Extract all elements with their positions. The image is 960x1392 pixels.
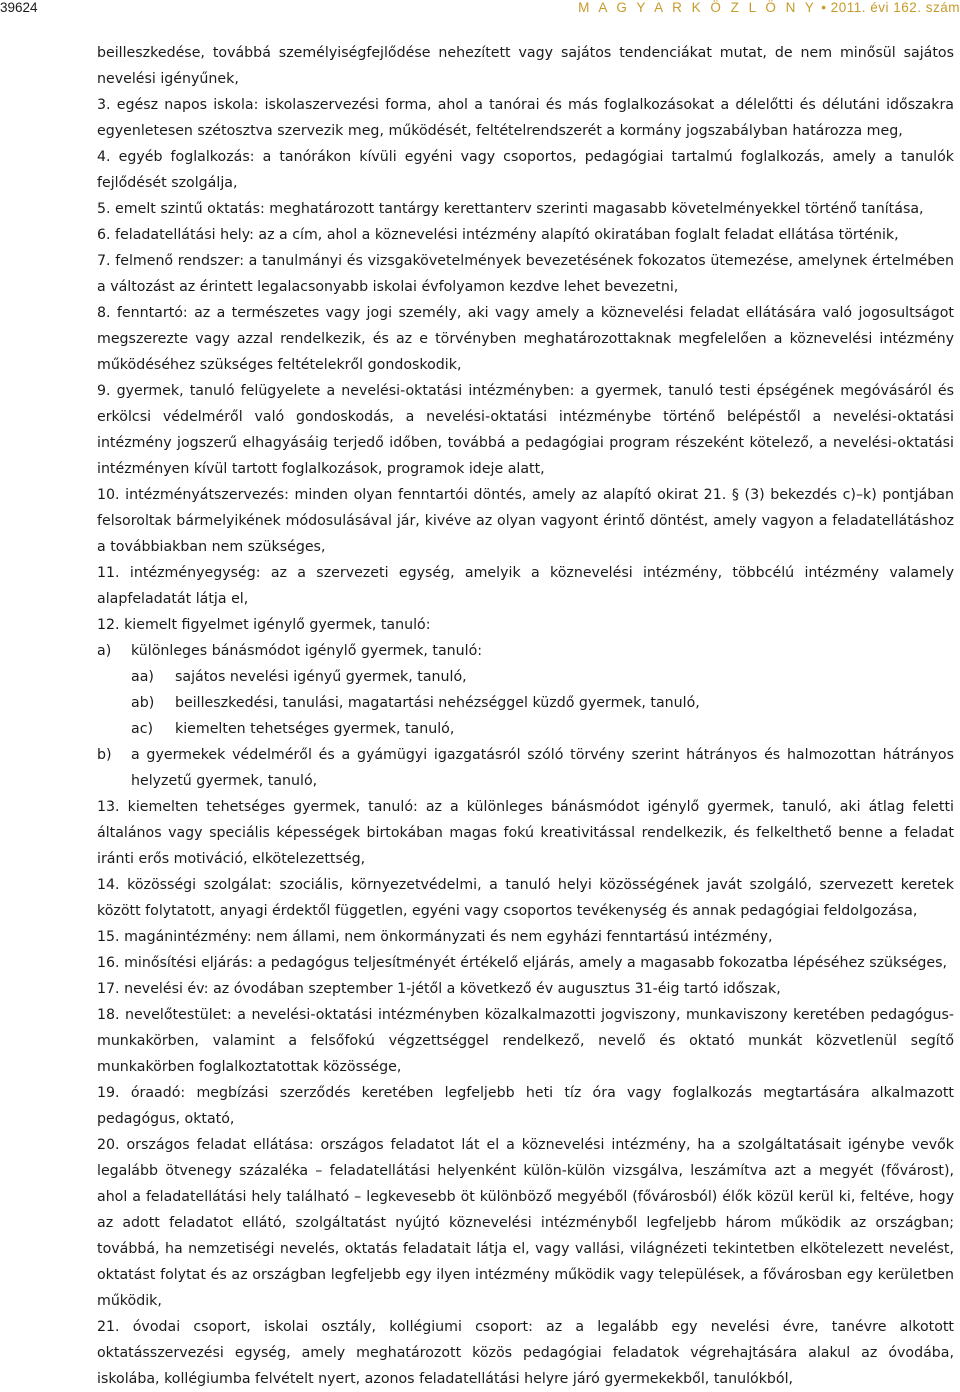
sub-item-label: ac) (131, 721, 154, 737)
definition-item-13: 13. kiemelten tehetséges gyermek, tanuló: az a különleges bánásmódot igénylő gyermek, tanuló, aki átlag feletti általános vagy speciális képességek birtokában magas fokú kreativitással rendelkezik, és felkelthető benne a feladat iránti erős motiváció, elkötelezettség, (97, 799, 954, 867)
journal-title (578, 0, 960, 15)
sub-item-label: ab) (131, 695, 155, 711)
definition-item-15: 15. magánintézmény: nem állami, nem önkormányzati és nem egyházi fenntartású intézmény, (97, 929, 773, 945)
definition-item-9: 9. gyermek, tanuló felügyelete a nevelési-oktatási intézményben: a gyermek, tanuló testi épségének megóvásáról és erkölcsi védelméről való gondoskodás, a nevelési-oktatási intézménybe történő belépéstől a nevelési-oktatási intézmény jogszerű elhagyásáig terjedő időben, továbbá a pedagógiai program részeként kötelező, a nevelési-oktatási intézményen kívül tartott foglalkozások, programok ideje alatt, (97, 383, 954, 477)
definition-item-12: 12. kiemelt figyelmet igénylő gyermek, tanuló: (97, 617, 431, 633)
definition-item-17: 17. nevelési év: az óvodában szeptember 1-jétől a következő év augusztus 31-éig tartó időszak, (97, 981, 781, 997)
definition-item-4: 4. egyéb foglalkozás: a tanórákon kívüli egyéni vagy csoportos, pedagógiai tartalmú foglalkozás, amely a tanulók fejlődését szolgálja, (97, 149, 954, 191)
journal-name: M A G Y A R K Ö Z L Ö N Y (578, 0, 817, 15)
sub-item-label: aa) (131, 669, 154, 685)
sub-item-aa (97, 664, 954, 690)
page-header (0, 0, 960, 20)
definition-item-10: 10. intézményátszervezés: minden olyan fenntartói döntés, amely az alapító okirat 21. § (3) bekezdés c)–k) pontjában felsoroltak bármelyikének módosulásával jár, kivéve az olyan vagyont érintő döntést, amely vagyon a feladatellátáshoz a továbbiakban nem szükséges, (97, 487, 954, 555)
definition-item-16: 16. minősítési eljárás: a pedagógus teljesítményét értékelő eljárás, amely a magasabb fokozatba lépéséhez szükséges, (97, 955, 948, 971)
document-body (97, 40, 954, 1392)
definition-item-18: 18. nevelőtestület: a nevelési-oktatási intézményben közalkalmazotti jogviszony, munkaviszony keretében pedagógus-munkakörben, valamint a felsőfokú végzettséggel rendelkező, nevelő és oktató munkát közvetlenül segítő munkakörben foglalkoztatottak közössége, (97, 1007, 954, 1075)
intro-paragraph: beilleszkedése, továbbá személyiségfejlődése nehezített vagy sajátos tendenciákat mutat, de nem minősül sajátos nevelési igényűnek, (97, 45, 954, 87)
definition-item-11: 11. intézményegység: az a szervezeti egység, amelyik a köznevelési intézmény, többcélú intézmény valamely alapfeladatát látja el, (97, 565, 954, 607)
definition-item-19: 19. óraadó: megbízási szerződés keretében legfeljebb heti tíz óra vagy foglalkozás megtartására alkalmazott pedagógus, oktató, (97, 1085, 954, 1127)
sub-item-ab (97, 690, 954, 716)
sub-item-label: a) (97, 643, 112, 659)
definition-item-14: 14. közösségi szolgálat: szociális, környezetvédelmi, a tanuló helyi közösségének javát szolgáló, szervezett keretek között folytatott, anyagi érdektől független, egyéni vagy csoportos tevékenység és annak pedagógiai feldolgozása, (97, 877, 954, 919)
definition-item-20: 20. országos feladat ellátása: országos feladatot lát el a köznevelési intézmény, ha a szolgáltatásait igénybe vevők legalább ötvenegy százaléka – feladatellátási helyenként külön-külön vizsgálva, leszámítva azt a megyét (fővárost), ahol a feladatellátási hely található – legkevesebb öt különböző megyéből (fővárosból) élők közül kerül ki, feltéve, hogy az adott feladatot ellátó, szolgáltatást nyújtó köznevelési intézményből legfeljebb három működik az országban; továbbá, ha nemzetiségi nevelés, oktatás feladatait látja el, vagy vallási, világnézeti tekintetben elkötelezett nevelést, oktatást folytat és az országban legfeljebb egy ilyen intézmény működik vagy települések, a fővárosban egy kerületben működik, (97, 1137, 954, 1309)
sub-item-b (97, 742, 954, 794)
sub-item-text: sajátos nevelési igényű gyermek, tanuló, (175, 669, 467, 685)
definition-item-8: 8. fenntartó: az a természetes vagy jogi személy, aki vagy amely a köznevelési feladat ellátására való jogosultságot megszerezte vagy azzal rendelkezik, és az e törvényben meghatározottaknak megfelelően a köznevelési intézmény működéséhez szükséges feltételekről gondoskodik, (97, 305, 954, 373)
sub-item-a (97, 638, 954, 664)
issue-label: • 2011. évi 162. szám (821, 0, 960, 15)
sub-item-ac (97, 716, 954, 742)
sub-item-text: beilleszkedési, tanulási, magatartási nehézséggel küzdő gyermek, tanuló, (175, 695, 700, 711)
definition-item-6: 6. feladatellátási hely: az a cím, ahol a köznevelési intézmény alapító okiratában foglalt feladat ellátása történik, (97, 227, 899, 243)
sub-item-label: b) (97, 747, 112, 763)
definition-item-3: 3. egész napos iskola: iskolaszervezési forma, ahol a tanórai és más foglalkozásokat a délelőtti és délutáni időszakra egyenletesen szétosztva szervezik meg, működését, feltételrendszerét a kormány jogszabályban határozza meg, (97, 97, 954, 139)
page-number: 39624 (0, 0, 38, 15)
definition-item-7: 7. felmenő rendszer: a tanulmányi és vizsgakövetelmények bevezetésének fokozatos ütemezése, amelynek értelmében a változást az érintett legalacsonyabb iskolai évfolyamon kezdve lehet bevezetni, (97, 253, 954, 295)
definition-item-5: 5. emelt szintű oktatás: meghatározott tantárgy kerettanterv szerinti magasabb követelményekkel történő tanítása, (97, 201, 924, 217)
sub-item-text: kiemelten tehetséges gyermek, tanuló, (175, 721, 455, 737)
sub-item-text: a gyermekek védelméről és a gyámügyi igazgatásról szóló törvény szerint hátrányos és halmozottan hátrányos helyzetű gyermek, tanuló, (131, 747, 954, 789)
sub-item-text: különleges bánásmódot igénylő gyermek, tanuló: (131, 643, 483, 659)
definition-item-21: 21. óvodai csoport, iskolai osztály, kollégiumi csoport: az a legalább egy nevelési évre, tanévre alkotott oktatásszervezési egység, amely meghatározott közös pedagógiai feladatok végrehajtására alakul az óvodába, iskolába, kollégiumba felvételt nyert, azonos feladatellátási helyre járó gyermekekből, tanulókból, (97, 1319, 954, 1387)
